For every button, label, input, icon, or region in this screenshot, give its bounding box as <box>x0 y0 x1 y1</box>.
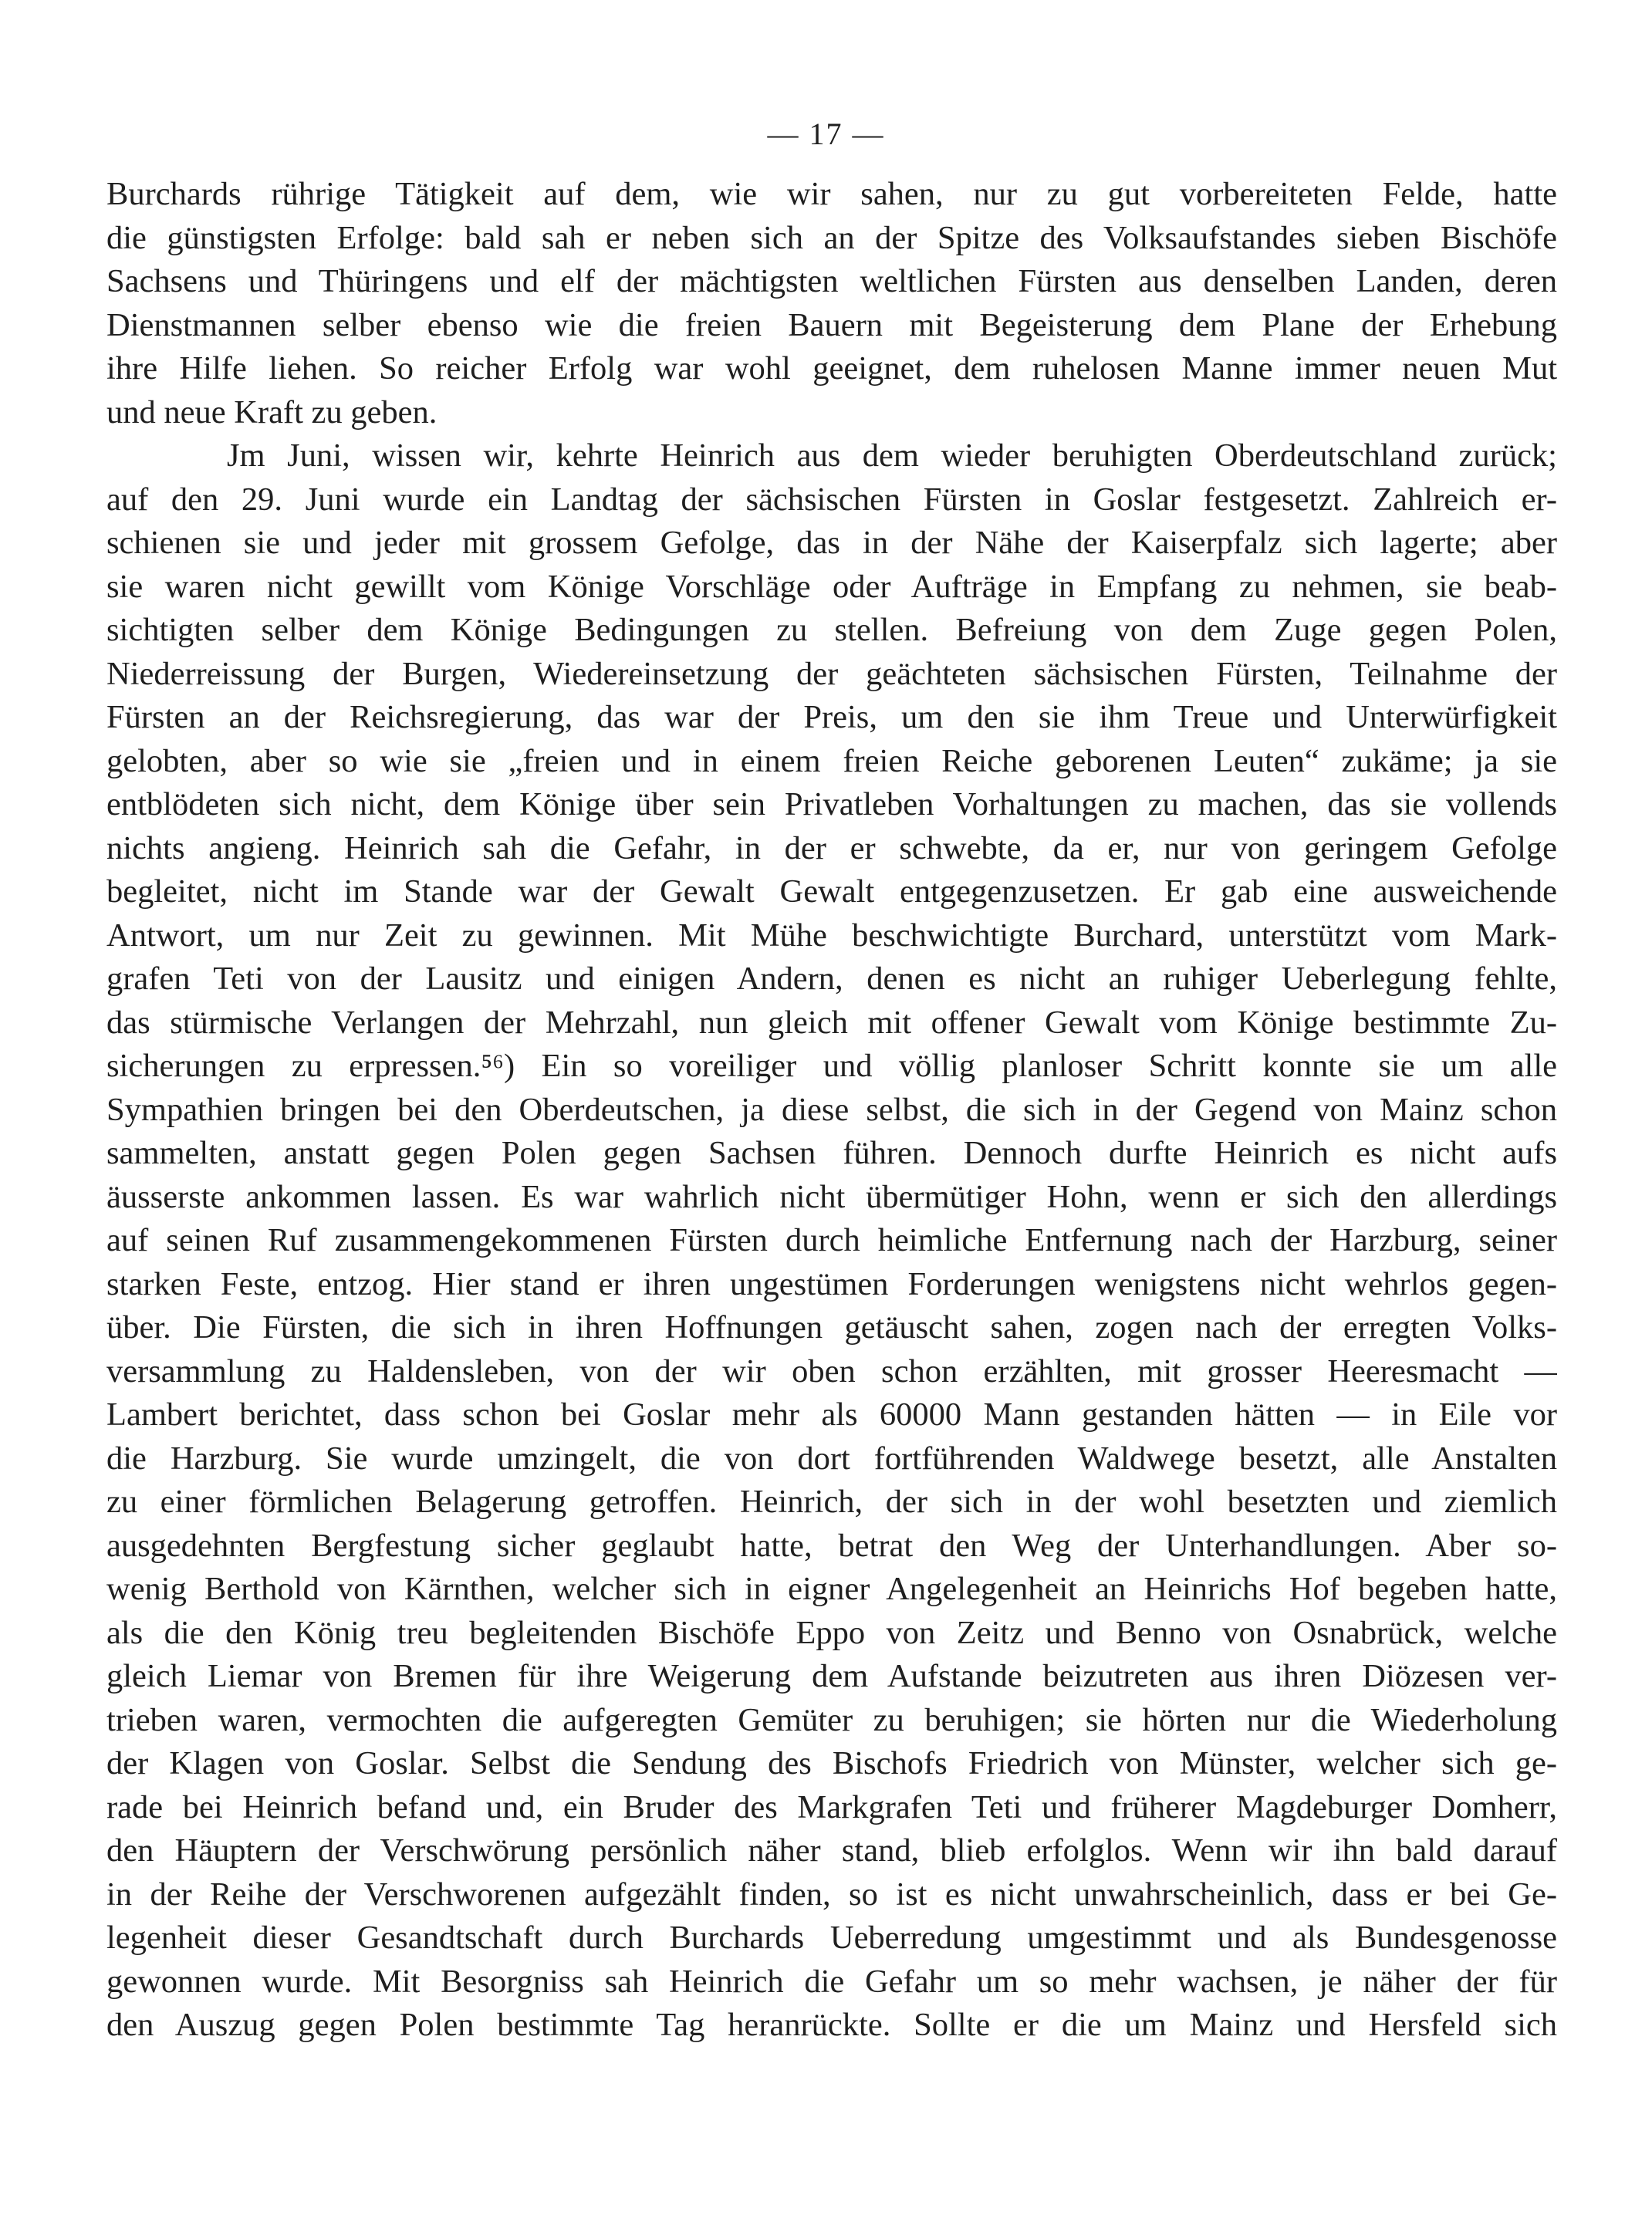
text-line: die Harzburg. Sie wurde umzingelt, die von dort fortführenden Waldwege besetzt, alle Anstalten <box>106 1440 1557 1477</box>
text-line: den Auszug gegen Polen bestimmte Tag heranrückte. Sollte er die um Mainz und Hersfeld sich <box>106 2007 1557 2043</box>
text-line: äusserste ankommen lassen. Es war wahrlich nicht übermütiger Hohn, wenn er sich den allerdings <box>106 1178 1557 1215</box>
text-line: entblödeten sich nicht, dem Könige über sein Privatleben Vorhaltungen zu machen, das sie vollends <box>106 786 1557 822</box>
text-line: zu einer förmlichen Belagerung getroffen. Heinrich, der sich in der wohl besetzten und ziemlich <box>106 1484 1557 1520</box>
text-line: schienen sie und jeder mit grossem Gefolge, das in der Nähe der Kaiserpfalz sich lagerte; aber <box>106 525 1557 561</box>
text-line: Lambert berichtet, dass schon bei Goslar mehr als 60000 Mann gestanden hätten — in Eile vor <box>106 1396 1557 1433</box>
text-line: den Häuptern der Verschwörung persönlich näher stand, blieb erfolglos. Wenn wir ihn bald darauf <box>106 1832 1557 1869</box>
text-line: das stürmische Verlangen der Mehrzahl, nun gleich mit offener Gewalt vom Könige bestimmte Zu- <box>106 1004 1557 1041</box>
text-line: wenig Berthold von Kärnthen, welcher sich in eigner Angelegenheit an Heinrichs Hof begeben hatte, <box>106 1571 1557 1607</box>
text-line: gleich Liemar von Bremen für ihre Weigerung dem Aufstande beizutreten aus ihren Diözesen ver- <box>106 1658 1557 1694</box>
text-line: der Klagen von Goslar. Selbst die Sendung des Bischofs Friedrich von Münster, welcher sich ge- <box>106 1745 1557 1781</box>
text-line: Sympathien bringen bei den Oberdeutschen, ja diese selbst, die sich in der Gegend von Mainz schon <box>106 1091 1557 1128</box>
body-text <box>106 173 1557 2048</box>
text-line: Burchards rührige Tätigkeit auf dem, wie wir sahen, nur zu gut vorbereiteten Felde, hatte <box>106 176 1557 212</box>
text-line: versammlung zu Haldensleben, von der wir oben schon erzählten, mit grosser Heeresmacht — <box>106 1352 1557 1390</box>
text-line: gelobten, aber so wie sie „freien und in einem freien Reiche geborenen Leuten“ zukäme; ja sie <box>106 742 1557 779</box>
text-line: Dienstmannen selber ebenso wie die freien Bauern mit Begeisterung dem Plane der Erhebung <box>106 306 1557 343</box>
text-line: nichts angieng. Heinrich sah die Gefahr, in der er schwebte, da er, nur von geringem Gefolge <box>106 829 1557 866</box>
text-line: starken Feste, entzog. Hier stand er ihren ungestümen Forderungen wenigstens nicht wehrlos gegen- <box>106 1265 1557 1302</box>
text-line: auf seinen Ruf zusammengekommenen Fürsten durch heimliche Entfernung nach der Harzburg, seiner <box>106 1222 1557 1258</box>
text-line: Sachsens und Thüringens und elf der mächtigsten weltlichen Fürsten aus denselben Landen, deren <box>106 263 1557 299</box>
text-line: Jm Juni, wissen wir, kehrte Heinrich aus dem wieder beruhigten Oberdeutschland zurück; <box>227 437 1557 474</box>
text-line: sichtigten selber dem Könige Bedingungen zu stellen. Befreiung von dem Zuge gegen Polen, <box>106 612 1557 648</box>
text-line: grafen Teti von der Lausitz und einigen Andern, denen es nicht an ruhiger Ueberlegung fehlte, <box>106 961 1557 997</box>
text-line: und neue Kraft zu geben. <box>106 393 437 431</box>
text-line: trieben waren, vermochten die aufgeregten Gemüter zu beruhigen; sie hörten nur die Wiederholung <box>106 1701 1557 1738</box>
text-line: ausgedehnten Bergfestung sicher geglaubt hatte, betrat den Weg der Unterhandlungen. Aber so- <box>106 1527 1557 1564</box>
page-number: — 17 — <box>767 117 885 151</box>
text-line: rade bei Heinrich befand und, ein Bruder des Markgrafen Teti und früherer Magdeburger Domherr, <box>106 1788 1557 1825</box>
text-line: ihre Hilfe liehen. So reicher Erfolg war wohl geeignet, dem ruhelosen Manne immer neuen Mut <box>106 350 1557 387</box>
text-line: auf den 29. Juni wurde ein Landtag der sächsischen Fürsten in Goslar festgesetzt. Zahlreich er- <box>106 481 1557 518</box>
text-line: sicherungen zu erpressen.⁵⁶) Ein so voreiliger und völlig planloser Schritt konnte sie um alle <box>106 1048 1557 1084</box>
text-line: gewonnen wurde. Mit Besorgniss sah Heinrich die Gefahr um so mehr wachsen, je näher der für <box>106 1963 1557 2000</box>
text-line: sammelten, anstatt gegen Polen gegen Sachsen führen. Dennoch durfte Heinrich es nicht aufs <box>106 1135 1557 1171</box>
text-line: die günstigsten Erfolge: bald sah er neben sich an der Spitze des Volksaufstandes sieben Bischöfe <box>106 219 1557 256</box>
text-line: legenheit dieser Gesandtschaft durch Burchards Ueberredung umgestimmt und als Bundesgenosse <box>106 1920 1557 1956</box>
text-line: begleitet, nicht im Stande war der Gewalt Gewalt entgegenzusetzen. Er gab eine ausweichende <box>106 873 1557 910</box>
text-line: über. Die Fürsten, die sich in ihren Hoffnungen getäuscht sahen, zogen nach der erregten Volks- <box>106 1309 1557 1346</box>
text-line: Niederreissung der Burgen, Wiedereinsetzung der geächteten sächsischen Fürsten, Teilnahme der <box>106 655 1557 692</box>
text-line: Fürsten an der Reichsregierung, das war der Preis, um den sie ihm Treue und Unterwürfigkeit <box>106 699 1557 735</box>
text-line: in der Reihe der Verschworenen aufgezählt finden, so ist es nicht unwahrscheinlich, dass er bei Ge- <box>106 1876 1557 1913</box>
text-line: als die den König treu begleitenden Bischöfe Eppo von Zeitz und Benno von Osnabrück, welche <box>106 1614 1557 1651</box>
text-line: sie waren nicht gewillt vom Könige Vorschläge oder Aufträge in Empfang zu nehmen, sie beab- <box>106 568 1557 605</box>
text-line: Antwort, um nur Zeit zu gewinnen. Mit Mühe beschwichtigte Burchard, unterstützt vom Mark- <box>106 917 1557 954</box>
